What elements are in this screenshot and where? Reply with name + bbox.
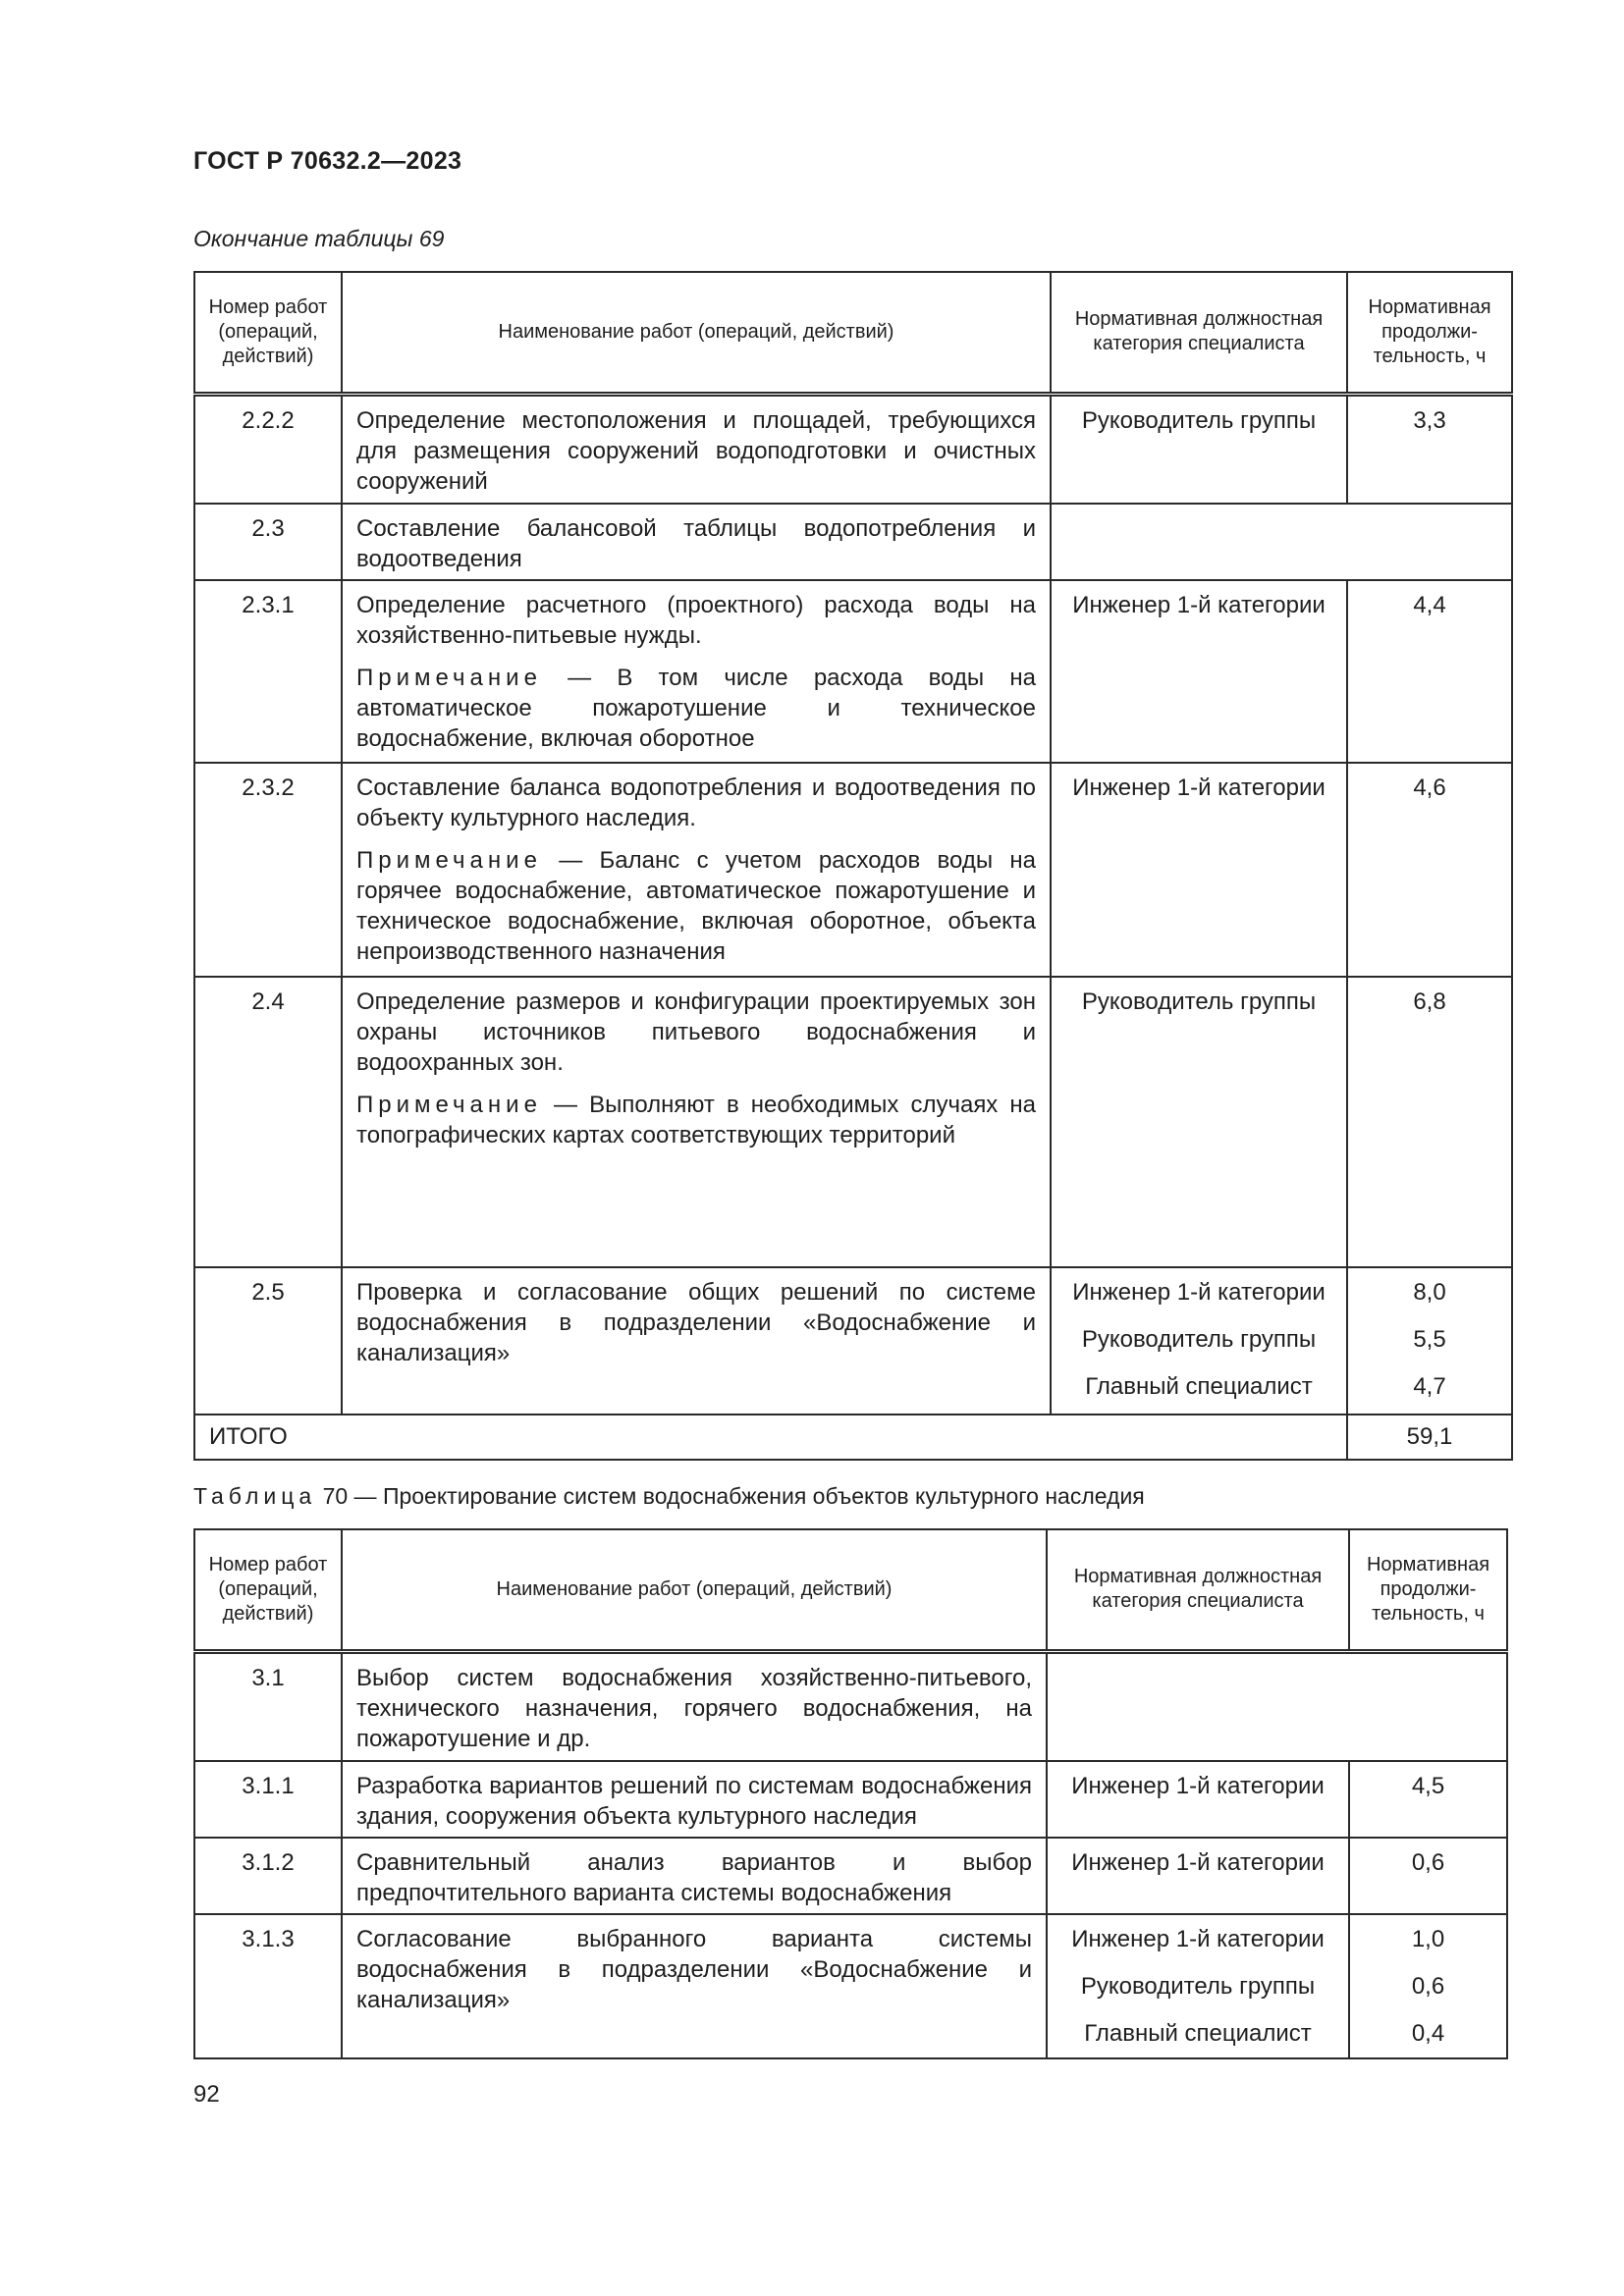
row-number: 2.4 xyxy=(194,977,342,1267)
work-name-text: Проверка и согласование общих решений по системе водоснабжения в подразделении «Водоснабжение и канализация» xyxy=(356,1279,1036,1366)
duration-value: 4,6 xyxy=(1413,774,1446,801)
work-name-text: Определение размеров и конфигурации проектируемых зон охраны источников питьевого водоснабжения и водоохранных зон. xyxy=(356,988,1036,1076)
table70-caption xyxy=(193,1483,1145,1510)
row-work-name xyxy=(342,1761,1047,1838)
row-work-name xyxy=(342,394,1051,504)
row-category xyxy=(1047,1914,1349,2058)
row-category xyxy=(1051,394,1347,504)
note-text: — В том числе расхода воды на автоматическое пожаротушение и техническое водоснабжение, включая оборотное xyxy=(356,665,1036,752)
duration-value: 5,5 xyxy=(1413,1326,1446,1353)
row-category xyxy=(1047,1838,1349,1914)
col-header-num: Номер работ (операций, действий) xyxy=(194,272,342,394)
col-header-duration: Нормативная продолжи-тельность, ч xyxy=(1349,1529,1507,1651)
row-number: 2.5 xyxy=(194,1267,342,1415)
table-row xyxy=(194,1651,1507,1761)
table-row xyxy=(194,1838,1507,1914)
category-value: Инженер 1-й категории xyxy=(1071,1926,1325,1952)
category-value: Главный специалист xyxy=(1085,1373,1313,1400)
row-duration xyxy=(1349,1914,1507,2058)
note-text: — Выполняют в необходимых случаях на топографических картах соответствующих территорий xyxy=(356,1092,1036,1148)
table-row xyxy=(194,580,1512,763)
duration-value: 8,0 xyxy=(1413,1279,1446,1306)
category-value: Руководитель группы xyxy=(1080,1973,1316,2000)
table-row xyxy=(194,977,1512,1267)
total-label: ИТОГО xyxy=(194,1415,1347,1460)
row-duration xyxy=(1347,394,1512,504)
document-code: ГОСТ Р 70632.2—2023 xyxy=(193,147,462,175)
page-number: 92 xyxy=(193,2081,220,2108)
col-header-category: Нормативная должностная категория специалиста xyxy=(1047,1529,1349,1651)
category-value: Главный специалист xyxy=(1084,2020,1312,2047)
category-value: Руководитель группы xyxy=(1081,988,1317,1015)
col-header-name: Наименование работ (операций, действий) xyxy=(342,272,1051,394)
total-row xyxy=(194,1415,1512,1460)
col-header-category: Нормативная должностная категория специалиста xyxy=(1051,272,1347,394)
work-note xyxy=(356,663,1036,754)
work-name-text: Определение местоположения и площадей, требующихся для размещения сооружений водоподготовки и очистных сооружений xyxy=(356,406,1036,495)
row-work-name xyxy=(342,1838,1047,1914)
work-name-text: Составление балансовой таблицы водопотребления и водоотведения xyxy=(356,515,1036,572)
row-duration xyxy=(1347,580,1512,763)
row-category xyxy=(1051,763,1347,977)
category-value: Руководитель группы xyxy=(1081,406,1317,434)
table-row xyxy=(194,394,1512,504)
row-category xyxy=(1051,504,1512,580)
category-value: Инженер 1-й категории xyxy=(1072,592,1326,618)
table69-caption: Окончание таблицы 69 xyxy=(193,226,445,251)
col-header-name: Наименование работ (операций, действий) xyxy=(342,1529,1047,1651)
row-number: 3.1.2 xyxy=(194,1838,342,1914)
table-69 xyxy=(193,271,1513,1461)
duration-value: 4,4 xyxy=(1413,592,1446,618)
row-number: 3.1 xyxy=(194,1651,342,1761)
table-row xyxy=(194,1914,1507,2058)
row-number: 2.3 xyxy=(194,504,342,580)
table70-caption-rest: 70 — Проектирование систем водоснабжения объектов культурного наследия xyxy=(316,1483,1145,1509)
row-duration xyxy=(1347,763,1512,977)
row-number: 3.1.3 xyxy=(194,1914,342,2058)
duration-value: 0,6 xyxy=(1411,1973,1445,2000)
work-note xyxy=(356,845,1036,967)
row-duration xyxy=(1349,1838,1507,1914)
category-value: Инженер 1-й категории xyxy=(1071,1773,1325,1799)
row-number: 2.3.1 xyxy=(194,580,342,763)
row-duration xyxy=(1349,1761,1507,1838)
row-number: 2.3.2 xyxy=(194,763,342,977)
row-category xyxy=(1047,1651,1507,1761)
work-name-text: Сравнительный анализ вариантов и выбор предпочтительного варианта системы водоснабжения xyxy=(356,1849,1032,1906)
row-duration xyxy=(1347,977,1512,1267)
category-value: Инженер 1-й категории xyxy=(1071,1849,1325,1876)
duration-value: 4,7 xyxy=(1413,1373,1446,1400)
note-label: Примечание xyxy=(356,665,542,691)
work-name-text: Выбор систем водоснабжения хозяйственно-питьевого, технического назначения, горячего водоснабжения, на пожаротушение и др. xyxy=(356,1664,1032,1752)
row-number: 2.2.2 xyxy=(194,394,342,504)
note-label: Примечание xyxy=(356,1092,542,1118)
row-category xyxy=(1047,1761,1349,1838)
table70-caption-prefix: Таблица xyxy=(193,1483,317,1509)
category-value: Инженер 1-й категории xyxy=(1072,774,1326,801)
duration-value: 1,0 xyxy=(1411,1926,1445,1952)
work-name-text: Составление баланса водопотребления и водоотведения по объекту культурного наследия. xyxy=(356,774,1036,831)
row-work-name xyxy=(342,1267,1051,1415)
table70-header-row xyxy=(194,1529,1507,1651)
table-row xyxy=(194,504,1512,580)
duration-value: 6,8 xyxy=(1413,988,1446,1015)
row-number: 3.1.1 xyxy=(194,1761,342,1838)
table69-header-row xyxy=(194,272,1512,394)
work-note xyxy=(356,1090,1036,1150)
row-duration xyxy=(1347,1267,1512,1415)
table-row xyxy=(194,1761,1507,1838)
row-category xyxy=(1051,1267,1347,1415)
work-name-text: Разработка вариантов решений по системам водоснабжения здания, сооружения объекта культурного наследия xyxy=(356,1773,1032,1830)
duration-value: 0,6 xyxy=(1411,1849,1445,1876)
duration-value: 4,5 xyxy=(1411,1773,1445,1799)
note-text: — Баланс с учетом расходов воды на горячее водоснабжение, автоматическое пожаротушение и техническое водоснабжение, включая оборотное, объекта непроизводственного назначения xyxy=(356,847,1036,965)
row-work-name xyxy=(342,977,1051,1267)
table-row xyxy=(194,1267,1512,1415)
duration-value: 3,3 xyxy=(1413,406,1446,434)
table-70 xyxy=(193,1528,1508,2059)
note-label: Примечание xyxy=(356,847,542,874)
duration-value: 0,4 xyxy=(1411,2020,1445,2047)
category-value: Руководитель группы xyxy=(1081,1326,1317,1353)
row-work-name xyxy=(342,504,1051,580)
col-header-duration: Нормативная продолжи-тельность, ч xyxy=(1347,272,1512,394)
table-row xyxy=(194,763,1512,977)
row-work-name xyxy=(342,1914,1047,2058)
work-name-text: Согласование выбранного варианта системы водоснабжения в подразделении «Водоснабжение и канализация» xyxy=(356,1926,1032,2013)
row-work-name xyxy=(342,580,1051,763)
row-category xyxy=(1051,977,1347,1267)
row-work-name xyxy=(342,763,1051,977)
row-category xyxy=(1051,580,1347,763)
total-value: 59,1 xyxy=(1347,1415,1512,1460)
category-value: Инженер 1-й категории xyxy=(1072,1279,1326,1306)
row-work-name xyxy=(342,1651,1047,1761)
col-header-num: Номер работ (операций, действий) xyxy=(194,1529,342,1651)
work-name-text: Определение расчетного (проектного) расхода воды на хозяйственно-питьевые нужды. xyxy=(356,592,1036,649)
